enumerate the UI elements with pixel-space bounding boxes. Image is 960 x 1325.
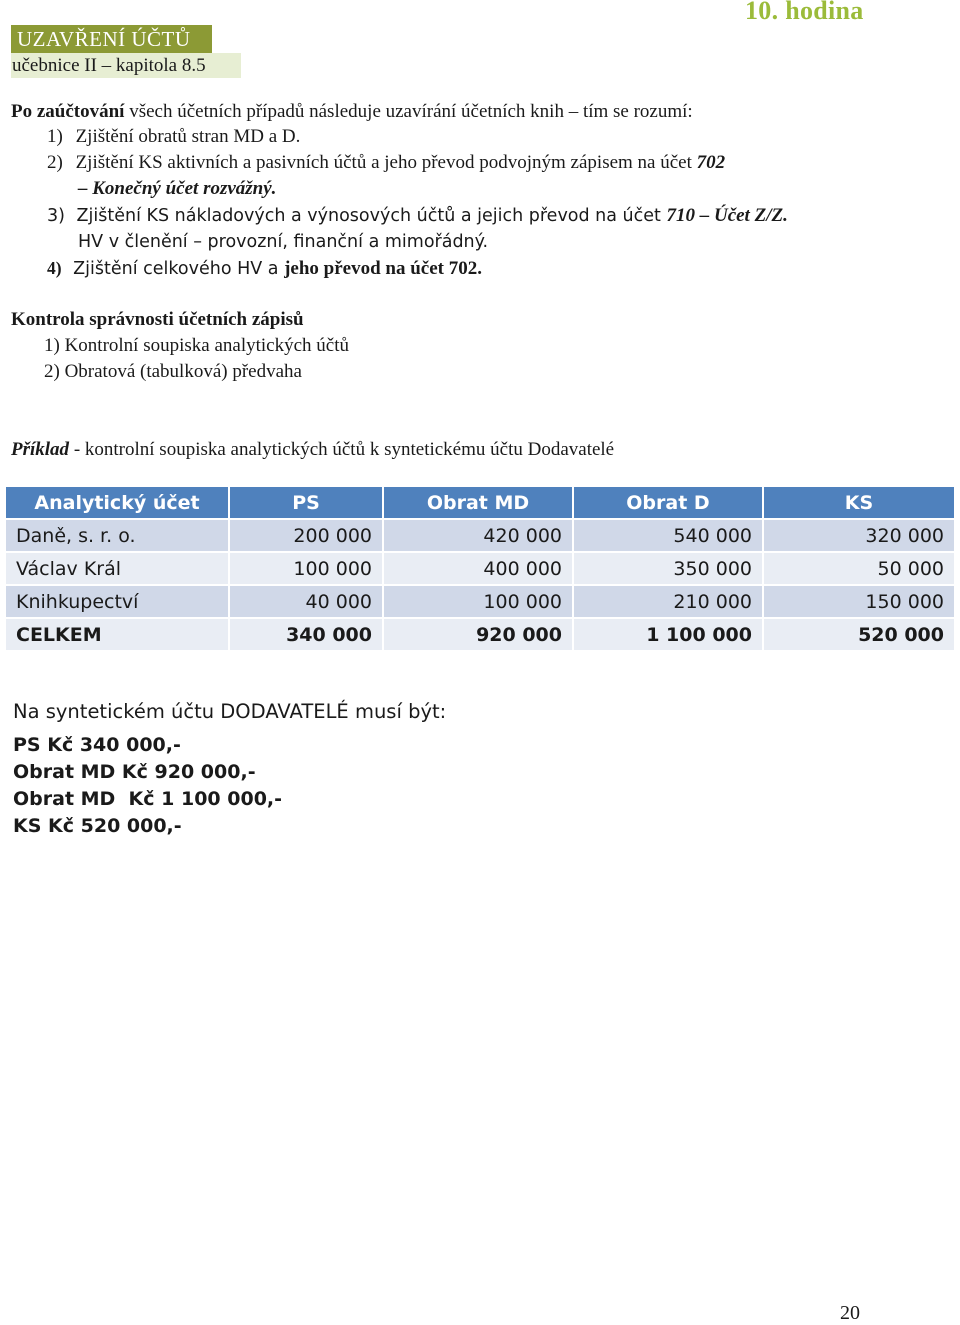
step-number: 3) (47, 206, 65, 226)
step-text: Zjištění obratů stran MD a D. (75, 126, 301, 147)
table-row (6, 553, 954, 584)
table-cell: 400 000 (384, 553, 572, 584)
table-cell: Daně, s. r. o. (6, 520, 228, 551)
page-number: 20 (840, 1302, 860, 1324)
analytic-accounts-table (4, 485, 956, 652)
table-cell: 50 000 (764, 553, 954, 584)
table-cell: 520 000 (764, 619, 954, 650)
page-subtitle: učebnice II – kapitola 8.5 (11, 53, 241, 78)
control-heading-text: Kontrola správnosti účetních zápisů (11, 309, 304, 330)
hour-label: 10. hodina (745, 0, 864, 25)
table-cell: 350 000 (574, 553, 762, 584)
step-cont-text: HV v členění – provozní, finanční a mimořádný. (78, 232, 489, 252)
synthetic-line: Obrat MD Kč 1 100 000,- (13, 788, 283, 810)
table-cell: 320 000 (764, 520, 954, 551)
column-header: PS (230, 487, 382, 518)
step-number: 2) (47, 152, 63, 173)
table-cell: 210 000 (574, 586, 762, 617)
table-cell: 420 000 (384, 520, 572, 551)
page-title: UZAVŘENÍ ÚČTŮ (11, 25, 212, 53)
step-account: 702 (696, 152, 726, 173)
step-3 (47, 204, 788, 228)
step-text: Zjištění KS aktivních a pasivních účtů a jeho převod podvojným zápisem na účet (75, 152, 697, 173)
table-row (6, 520, 954, 551)
step-account: jeho převod na účet 702. (284, 258, 482, 279)
step-2 (47, 151, 725, 175)
table-cell: 340 000 (230, 619, 382, 650)
table-cell: CELKEM (6, 619, 228, 650)
synthetic-line: Obrat MD Kč 920 000,- (13, 761, 256, 783)
step-1 (47, 125, 300, 149)
table-cell: Knihkupectví (6, 586, 228, 617)
table-cell: 100 000 (384, 586, 572, 617)
table-cell: 920 000 (384, 619, 572, 650)
control-item-2: 2) Obratová (tabulková) předvaha (44, 361, 302, 382)
synthetic-title: Na syntetickém účtu DODAVATELÉ musí být: (13, 700, 447, 723)
table-cell: 40 000 (230, 586, 382, 617)
example-lead: Příklad (11, 439, 70, 460)
step-cont-text: – Konečný účet rozvážný. (78, 178, 277, 199)
step-number: 4) (47, 258, 62, 278)
example-text: - kontrolní soupiska analytických účtů k syntetickému účtu Dodavatelé (69, 439, 615, 460)
control-heading (11, 308, 304, 332)
table-cell: 150 000 (764, 586, 954, 617)
step-text: Zjištění celkového HV a (73, 259, 285, 279)
step-account: 710 – Účet Z/Z. (666, 205, 788, 226)
table-cell: Václav Král (6, 553, 228, 584)
table-header-row (6, 487, 954, 518)
example-line (11, 438, 614, 462)
step-3-continuation (78, 230, 488, 254)
intro-bold-lead: Po zaúčtování (11, 101, 125, 122)
control-item-1: 1) Kontrolní soupiska analytických účtů (44, 335, 349, 356)
column-header: KS (764, 487, 954, 518)
synthetic-line: KS Kč 520 000,- (13, 815, 182, 837)
synthetic-line: PS Kč 340 000,- (13, 734, 181, 756)
table-cell: 100 000 (230, 553, 382, 584)
step-text: Zjištění KS nákladových a výnosových účtů a jejich převod na účet (76, 206, 667, 226)
column-header: Analytický účet (6, 487, 228, 518)
step-2-continuation (78, 177, 276, 201)
table-total-row (6, 619, 954, 650)
column-header: Obrat MD (384, 487, 572, 518)
step-number: 1) (47, 126, 63, 147)
step-4 (47, 256, 482, 281)
table-cell: 1 100 000 (574, 619, 762, 650)
table-row (6, 586, 954, 617)
table-cell: 540 000 (574, 520, 762, 551)
column-header: Obrat D (574, 487, 762, 518)
table-cell: 200 000 (230, 520, 382, 551)
intro-rest: všech účetních případů následuje uzavírání účetních knih – tím se rozumí: (124, 101, 693, 122)
intro-paragraph (11, 100, 693, 124)
